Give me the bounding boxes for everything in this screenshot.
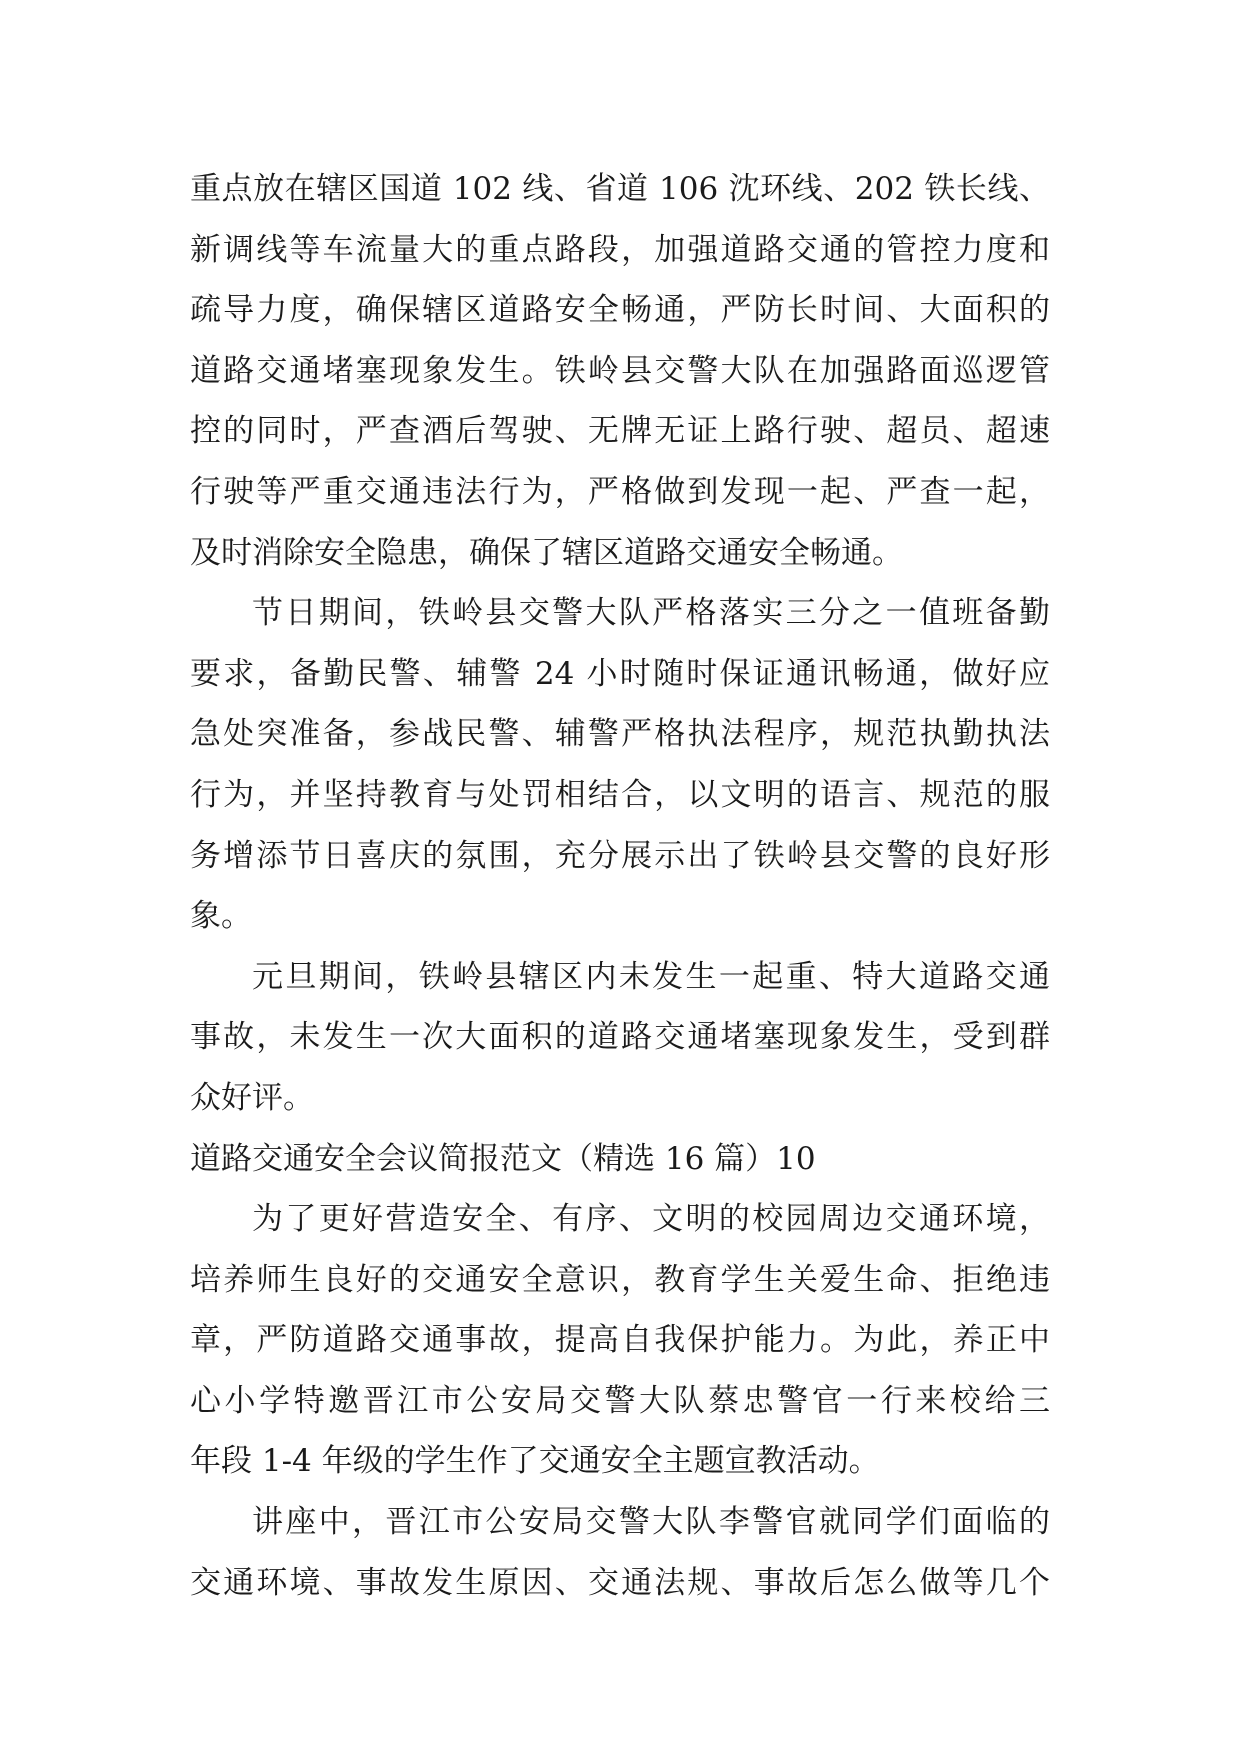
body-line: 交通环境、事故发生原因、交通法规、事故后怎么做等几个 [190, 1564, 1050, 1601]
body-line: 事故，未发生一次大面积的道路交通堵塞现象发生，受到群 [190, 1019, 1050, 1056]
body-line: 象。 [190, 898, 252, 935]
body-line: 年段 1-4 年级的学生作了交通安全主题宣教活动。 [190, 1443, 880, 1480]
body-line: 急处突准备，参战民警、辅警严格执法程序，规范执勤执法 [190, 716, 1050, 753]
body-line: 疏导力度，确保辖区道路安全畅通，严防长时间、大面积的 [190, 292, 1050, 329]
body-line: 重点放在辖区国道 102 线、省道 106 沈环线、202 铁长线、 [190, 171, 1050, 207]
body-line: 及时消除安全隐患，确保了辖区道路交通安全畅通。 [190, 534, 903, 571]
body-line: 行驶等严重交通违法行为，严格做到发现一起、严查一起， [190, 473, 1050, 510]
paragraph-first-line: 元旦期间，铁岭县辖区内未发生一起重、特大道路交通 [252, 958, 1050, 995]
paragraph-first-line: 讲座中，晋江市公安局交警大队李警官就同学们面临的 [252, 1504, 1050, 1541]
body-line: 心小学特邀晋江市公安局交警大队蔡忠警官一行来校给三 [190, 1382, 1050, 1419]
body-line: 要求，备勤民警、辅警 24 小时随时保证通讯畅通，做好应 [190, 655, 1050, 692]
body-line: 控的同时，严查酒后驾驶、无牌无证上路行驶、超员、超速 [190, 413, 1050, 450]
paragraph-first-line: 为了更好营造安全、有序、文明的校园周边交通环境， [252, 1201, 1050, 1238]
body-line: 行为，并坚持教育与处罚相结合，以文明的语言、规范的服 [190, 776, 1050, 813]
body-line: 道路交通堵塞现象发生。铁岭县交警大队在加强路面巡逻管 [190, 352, 1050, 389]
section-heading: 道路交通安全会议简报范文（精选 16 篇）10 [190, 1140, 816, 1177]
document-body [190, 159, 1050, 1613]
body-line: 新调线等车流量大的重点路段，加强道路交通的管控力度和 [190, 231, 1050, 268]
body-line: 众好评。 [190, 1079, 314, 1116]
body-line: 培养师生良好的交通安全意识，教育学生关爱生命、拒绝违 [190, 1261, 1050, 1298]
paragraph-first-line: 节日期间，铁岭县交警大队严格落实三分之一值班备勤 [252, 595, 1050, 632]
body-line: 章，严防道路交通事故，提高自我保护能力。为此，养正中 [190, 1322, 1050, 1359]
body-line: 务增添节日喜庆的氛围，充分展示出了铁岭县交警的良好形 [190, 837, 1050, 874]
